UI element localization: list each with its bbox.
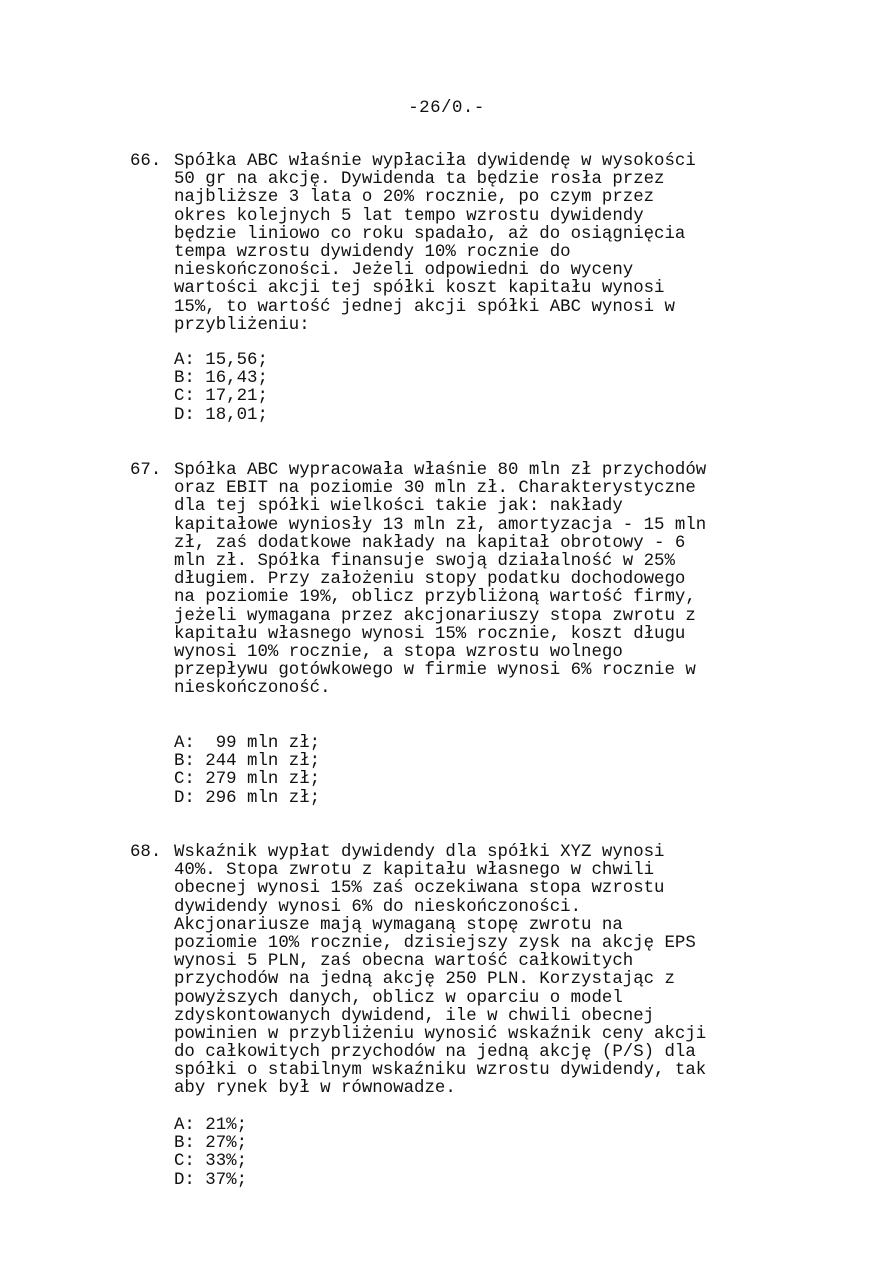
question-line: obecnej wynosi 15% zaś oczekiwana stopa wzrostu [174, 879, 665, 899]
answer-option-d: D: 37%; [174, 1170, 248, 1190]
question-line: oraz EBIT na poziomie 30 mln zł. Charakterystyczne [174, 479, 696, 499]
answer-list [174, 1117, 247, 1190]
question-number: 67. [130, 461, 162, 480]
question-line: kapitałowe wyniosły 13 mln zł, amortyzacja - 15 mln [174, 515, 707, 535]
question-line: wynosi 5 PLN, zaś obecna wartość całkowitych [174, 952, 634, 972]
question-line: wynosi 10% rocznie, a stopa wzrostu wolnego [174, 642, 623, 662]
question-line: powinien w przybliżeniu wynosić wskaźnik ceny akcji [174, 1024, 707, 1044]
question-line: na poziomie 19%, oblicz przybliżoną wartość firmy, [174, 588, 696, 608]
page-number: -26/0.- [408, 99, 485, 118]
answer-option-b: B: 16,43; [174, 369, 268, 389]
question-line: jeżeli wymagana przez akcjonariuszy stopa zwrotu z [174, 606, 696, 626]
question-line: Spółka ABC wypracowała właśnie 80 mln zł przychodów [174, 461, 707, 480]
question-line: 50 gr na akcję. Dywidenda ta będzie rosła przez [174, 170, 665, 190]
question-line: zł, zaś dodatkowe nakłady na kapitał obrotowy - 6 [174, 533, 686, 553]
question-line: zdyskontowanych dywidend, ile w chwili obecnej [174, 1006, 655, 1026]
question-line: do całkowitych przychodów na jedną akcję (P/S) dla [174, 1043, 696, 1063]
question-number: 68. [130, 843, 162, 862]
answer-list [174, 735, 320, 808]
question-line: tempa wzrostu dywidendy 10% rocznie do [174, 242, 571, 262]
answer-option-c: C: 279 mln zł; [174, 770, 321, 790]
question-line: dywidendy wynosi 6% do nieskończoności. [174, 897, 582, 917]
question-line: dla tej spółki wielkości takie jak: nakłady [174, 497, 623, 517]
question-line: Akcjonariusze mają wymaganą stopę zwrotu na [174, 915, 623, 935]
question-line: aby rynek był w równowadze. [174, 1079, 456, 1099]
question-line: Spółka ABC właśnie wypłaciła dywidendę w wysokości [174, 152, 696, 171]
question-line: przybliżeniu: [174, 315, 310, 335]
answer-option-a: A: 21%; [174, 1116, 248, 1135]
answer-option-c: C: 17,21; [174, 387, 268, 407]
question-line: Wskaźnik wypłat dywidendy dla spółki XYZ wynosi [174, 843, 665, 862]
answer-option-d: D: 296 mln zł; [174, 788, 321, 808]
question-line: 40%. Stopa zwrotu z kapitału własnego w chwili [174, 861, 655, 881]
question-text [174, 462, 744, 698]
question-line: wartości akcji tej spółki koszt kapitału wynosi [174, 279, 665, 299]
question-line: będzie liniowo co roku spadało, aż do osiągnięcia [174, 224, 686, 244]
question-line: poziomie 10% rocznie, dzisiejszy zysk na akcję EPS [174, 933, 696, 953]
question-line: nieskończoności. Jeżeli odpowiedni do wyceny [174, 261, 634, 281]
answer-option-a: A: 15,56; [174, 351, 268, 370]
question-line: 15%, to wartość jednej akcji spółki ABC wynosi w [174, 297, 675, 317]
question-number: 66. [130, 152, 162, 171]
question-line: najbliższe 3 lata o 20% rocznie, po czym przez [174, 188, 655, 208]
answer-option-b: B: 27%; [174, 1134, 248, 1154]
question-line: przepływu gotówkowego w firmie wynosi 6% rocznie w [174, 661, 696, 681]
answer-option-b: B: 244 mln zł; [174, 752, 321, 772]
answer-option-d: D: 18,01; [174, 405, 268, 425]
question-line: kapitału własnego wynosi 15% rocznie, koszt długu [174, 624, 686, 644]
question-text [174, 153, 744, 335]
question-line: przychodów na jedną akcję 250 PLN. Korzystając z [174, 970, 675, 990]
answer-list [174, 352, 268, 425]
question-text [174, 844, 744, 1099]
question-line: mln zł. Spółka finansuje swoją działalność w 25% [174, 551, 675, 571]
question-line: okres kolejnych 5 lat tempo wzrostu dywidendy [174, 206, 644, 226]
question-line: nieskończoność. [174, 679, 331, 699]
answer-option-c: C: 33%; [174, 1152, 248, 1172]
question-line: powyższych danych, oblicz w oparciu o model [174, 988, 623, 1008]
answer-option-a: A: 99 mln zł; [174, 734, 321, 753]
question-line: spółki o stabilnym wskaźniku wzrostu dywidendy, tak [174, 1061, 707, 1081]
question-line: długiem. Przy założeniu stopy podatku dochodowego [174, 570, 686, 590]
